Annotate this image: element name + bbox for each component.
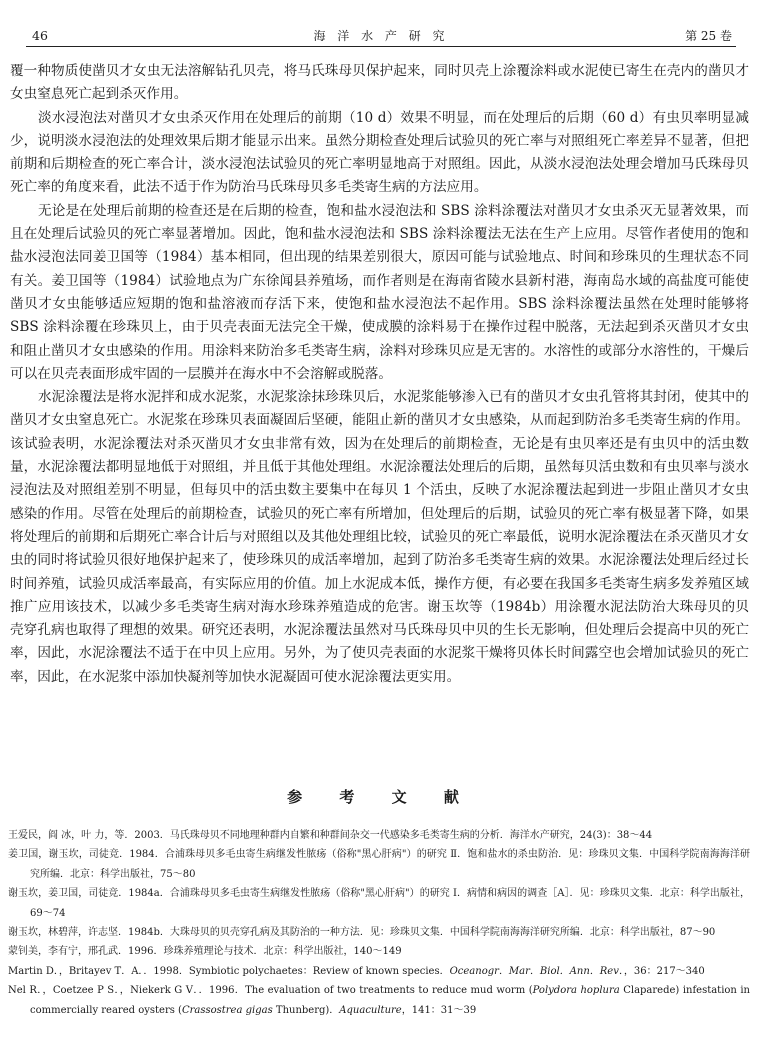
- references-title: 参 考 文 献: [287, 788, 475, 806]
- paragraph: 无论是在处理后前期的检查还是在后期的检查，饱和盐水浸泡法和 SBS 涂料涂覆法对凿贝才女虫杀灭无显著效果，而且在处理后试验贝的死亡率显著增加。因此，饱和盐水浸泡法和 SBS 涂料涂覆法无法在生产上应用。尽管作者使用的饱和盐水浸泡法同姜卫国等（1984）基本相同，但出现的结果差别很大，原因可能与试验地点、时间和珍珠贝的生理状态不同有关。姜卫国等（1984）试验地点为广东徐闻县养殖场，而作者则是在海南省陵水县新村港，海南岛水域的高盐度可能使凿贝才女虫能够适应短期的饱和盐溶液而存活下来，使饱和盐水浸泡法不起作用。SBS 涂料涂覆法虽然在处理时能够将 SBS 涂料涂覆在珍珠贝上，由于贝壳表面无法完全干燥，使成膜的涂料易于在操作过程中脱落，无法起到杀灭凿贝才女虫和阻止凿贝才女虫感染的作用。用涂料来防治多毛类寄生病，涂料对珍珠贝应是无害的。水溶性的或部分水溶性的，干燥后可以在贝壳表面形成牢固的一层膜并在海水中不会溶解或脱落。: [10, 202, 749, 382]
- ref-text: Martin D．，Britayev T．A．．1998．Symbiotic polychaetes：Review of known species．: [8, 965, 450, 977]
- reference-list: [8, 826, 750, 1020]
- ref-journal: Aquaculture: [339, 1004, 402, 1016]
- ref-text: Thunberg)．: [272, 1004, 340, 1016]
- reference-item: 蒙钊美，李有宁，邢孔武．1996．珍珠养殖理论与技术．北京：科学出版社，140～149: [8, 946, 402, 958]
- reference-item: 王爱民，阎 冰，叶 力，等．2003．马氏珠母贝不同地理种群内自繁和种群间杂交一代感染多毛类寄生病的分析．海洋水产研究，24(3)：38～44: [8, 830, 653, 841]
- volume-label: 第 25 卷: [685, 29, 732, 43]
- paragraph: 覆一种物质使凿贝才女虫无法溶解钻孔贝壳，将马氏珠母贝保护起来，同时贝壳上涂覆涂料或水泥使已寄生在壳内的凿贝才女虫窒息死亡起到杀灭作用。: [10, 63, 749, 103]
- reference-item: 姜卫国，谢玉坎，司徒竞．1984．合浦珠母贝多毛虫寄生病继发性脓疡（俗称"黑心肝病"）的研究 Ⅱ．饱和盐水的杀虫防治．见：珍珠贝文集．中国科学院南海海洋研究所编．北京：科学出版社，75～80: [8, 849, 750, 880]
- reference-item: [8, 981, 750, 1020]
- paragraph: 水泥涂覆法是将水泥拌和成水泥浆，水泥浆涂抹珍珠贝后，水泥浆能够渗入已有的凿贝才女虫孔管将其封闭，使其中的凿贝才女虫窒息死亡。水泥浆在珍珠贝表面凝固后坚硬，能阻止新的凿贝才女虫感染，从而起到防治多毛类寄生病的作用。该试验表明，水泥涂覆法对杀灭凿贝才女虫非常有效，因为在处理后的前期检查，无论是有虫贝率还是有虫贝中的活虫数量，水泥涂覆法都明显地低于对照组，并且低于其他处理组。水泥涂覆法处理后的后期，虽然每贝活虫数和有虫贝率与淡水浸泡法及对照组差别不明显，但每贝中的活虫数主要集中在每贝 1 个活虫，反映了水泥涂覆法起到进一步阻止凿贝才女虫感染的作用。尽管在处理后的前期检查，试验贝的死亡率有所增加，但处理后的后期，试验贝的死亡率有极显著下降，如果将处理后的前期和后期死亡率合计后与对照组以及其他处理组比较，试验贝的死亡率最低，说明水泥涂覆法在杀灭凿贝才女虫的同时将试验贝很好地保护起来了，使珍珠贝的成活率增加，起到了防治多毛类寄生病的效果。水泥涂覆法处理后经过长时间养殖，试验贝成活率最高，有实际应用的价值。加上水泥成本低，操作方便，有必要在我国多毛类寄生病多发养殖区域推广应用该技术，以减少多毛类寄生病对海水珍珠养殖造成的危害。谢玉坎等（1984b）用涂覆水泥法防治大珠母贝的贝壳穿孔病也取得了理想的效果。研究还表明，水泥涂覆法虽然对马氏珠母贝中贝的生长无影响，但处理后会提高中贝的死亡率，因此，水泥涂覆法不适于在中贝上应用。另外，为了使贝壳表面的水泥浆干燥将贝体长时间露空也会增加试验贝的死亡率，因此，在水泥浆中添加快凝剂等加快水泥凝固可使水泥涂覆法更实用。: [10, 389, 749, 685]
- ref-text: Claparede) infestation in commercially reared oysters (: [30, 985, 751, 1016]
- body-text: [10, 60, 749, 689]
- reference-item: 谢玉坎，林碧萍，许志坚．1984b．大珠母贝的贝壳穿孔病及其防治的一种方法．见：珍珠贝文集．中国科学院南海海洋研究所编．北京：科学出版社，87～90: [8, 927, 716, 939]
- journal-name: 海 洋 水 产 研 究: [313, 29, 449, 43]
- ref-text: Nel R．，Coetzee P S．，Niekerk G V．．1996．The evaluation of two treatments to reduce mud worm (: [8, 985, 533, 997]
- ref-text: ，141：31～39: [401, 1004, 477, 1016]
- page-number: 46: [32, 28, 48, 43]
- reference-item: 谢玉坎，姜卫国，司徒竞．1984a．合浦珠母贝多毛虫寄生病继发性脓疡（俗称"黑心肝病"）的研究 Ⅰ．病情和病因的调查［A］．见：珍珠贝文集．北京：科学出版社，69～74: [8, 888, 750, 919]
- ref-text: ，36：217～340: [623, 965, 705, 977]
- reference-item: [8, 962, 750, 981]
- running-header: [26, 24, 736, 47]
- ref-species: Polydora hoplura: [532, 985, 620, 997]
- paragraph: 淡水浸泡法对凿贝才女虫杀灭作用在处理后的前期（10 d）效果不明显，而在处理后的后期（60 d）有虫贝率明显减少，说明淡水浸泡法的处理效果后期才能显示出来。虽然分期检查处理后试验贝的死亡率与对照组死亡率差异不显著，但把前期和后期检查的死亡率合计，淡水浸泡法试验贝的死亡率明显地高于对照组。因此，从淡水浸泡法处理会增加马氏珠母贝死亡率的角度来看，此法不适于作为防治马氏珠母贝多毛类寄生病的方法应用。: [10, 109, 749, 196]
- ref-species: Crassostrea gigas: [181, 1004, 273, 1016]
- ref-journal: Oceanogr．Mar．Biol．Ann．Rev．: [449, 965, 624, 977]
